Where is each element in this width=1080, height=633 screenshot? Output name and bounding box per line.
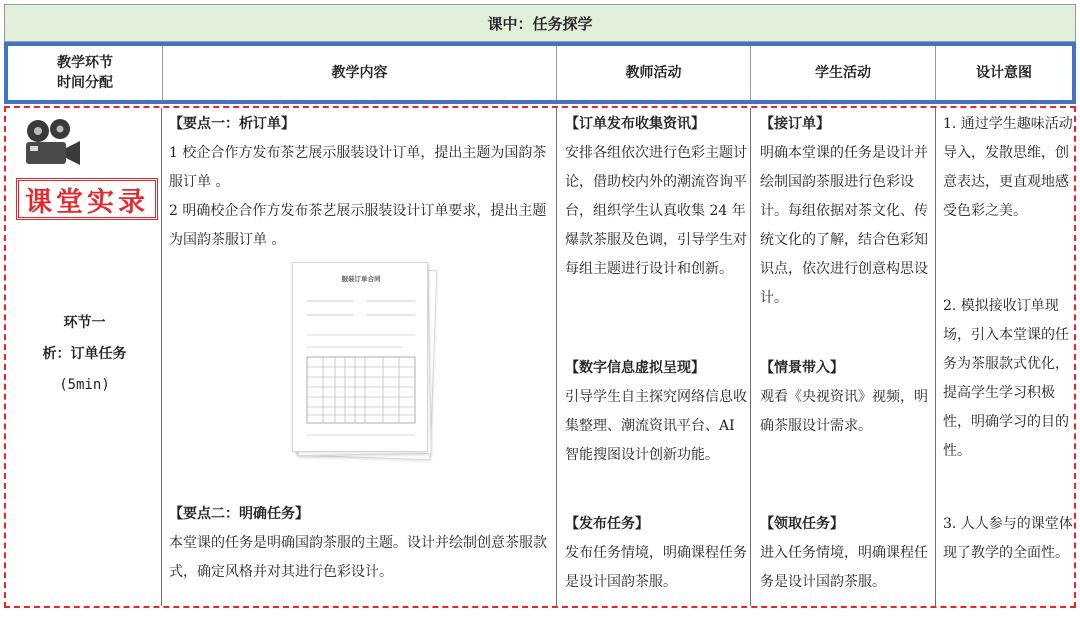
- student-heading-3: 【领取任务】: [760, 516, 844, 532]
- student-column-mid: [760, 354, 932, 441]
- header-time-label: 时间分配: [57, 75, 113, 91]
- teacher-heading-3: 【发布任务】: [565, 516, 649, 532]
- column-divider: [935, 108, 936, 606]
- point2-text: 本堂课的任务是明确国韵茶服的主题。设计并绘制创意茶服款式，确定风格并对其进行色彩设计。: [169, 535, 547, 580]
- intent-column-low: [943, 510, 1073, 568]
- column-divider: [750, 108, 751, 606]
- teacher-text-1: 安排各组依次进行色彩主题讨论，借助校内外的潮流咨询平台，组织学生认真收集 24 年爆款茶服及色调，引导学生对每组主题进行设计和创新。: [565, 145, 747, 277]
- student-text-2: 观看《央视资讯》视频，明确茶服设计需求。: [760, 389, 928, 434]
- point2-heading: 【要点二：明确任务】: [169, 506, 309, 522]
- student-heading-2: 【情景带入】: [760, 360, 844, 376]
- contract-front-sheet: [292, 262, 428, 452]
- classroom-record-stamp: 课堂实录: [16, 178, 158, 220]
- table-header-row: [4, 42, 1076, 104]
- header-intent: 设计意图: [976, 65, 1032, 81]
- intent-column: [943, 110, 1073, 226]
- student-column-low: [760, 510, 932, 597]
- header-content: 教学内容: [331, 65, 388, 81]
- student-text-1: 明确本堂课的任务是设计并绘制国韵茶服进行色彩设计。每组依据对茶文化、传统文化的了解，结合色彩知识点，依次进行创意构思设计。: [760, 145, 928, 306]
- contract-document-graphic: [293, 263, 429, 453]
- content-column: [169, 110, 553, 255]
- teacher-text-3: 发布任务情境，明确课程任务是设计国韵茶服。: [565, 545, 747, 590]
- header-teacher: 教师活动: [625, 65, 682, 81]
- content-column-lower: [169, 500, 553, 587]
- movie-camera-icon: [20, 118, 84, 170]
- intent-item-1: 1. 通过学生趣味活动导入，发散思维，创意表达，更直观地感受色彩之美。: [943, 116, 1073, 219]
- teacher-column: [565, 110, 747, 284]
- stage-title: 析：订单任务: [42, 346, 127, 362]
- stage-info: [6, 308, 163, 401]
- header-stage-label: 教学环节: [57, 55, 113, 71]
- teacher-column-mid: [565, 354, 747, 470]
- point1-item-1: 1 校企合作方发布茶艺展示服装设计订单，提出主题为国韵茶服订单 。: [169, 145, 547, 190]
- teacher-text-2: 引导学生自主探究网络信息收集整理、潮流资讯平台、AI 智能搜图设计创新功能。: [565, 389, 747, 463]
- teacher-column-low: [565, 510, 747, 597]
- intent-item-3: 3. 人人参与的课堂体现了教学的全面性。: [943, 516, 1073, 561]
- student-text-3: 进入任务情境，明确课程任务是设计国韵茶服。: [760, 545, 928, 590]
- contract-doc-title: 服装订单合同: [341, 275, 381, 283]
- section-banner: [4, 4, 1076, 42]
- stage-duration: (5min): [59, 377, 110, 393]
- header-student: 学生活动: [815, 65, 871, 81]
- student-column: [760, 110, 932, 313]
- column-divider: [556, 108, 557, 606]
- order-contract-image: [292, 262, 440, 460]
- stage-name: 环节一: [63, 315, 106, 331]
- header-stage-time: [8, 46, 162, 100]
- point1-item-2: 2 明确校企合作方发布茶艺展示服装设计订单要求，提出主题为国韵茶服订单 。: [169, 203, 547, 248]
- teacher-heading-1: 【订单发布收集资讯】: [565, 116, 705, 132]
- student-heading-1: 【接订单】: [760, 116, 830, 132]
- intent-item-2: 2. 模拟接收订单现场，引入本堂课的任务为茶服款式优化，提高学生学习积极性，明确学习的目的性。: [943, 298, 1069, 459]
- teacher-heading-2: 【数字信息虚拟呈现】: [565, 360, 705, 376]
- point1-heading: 【要点一：析订单】: [169, 116, 295, 132]
- section-title: 课中：任务探学: [487, 14, 593, 33]
- table-body-row: [4, 106, 1076, 608]
- intent-column-mid: [943, 292, 1073, 466]
